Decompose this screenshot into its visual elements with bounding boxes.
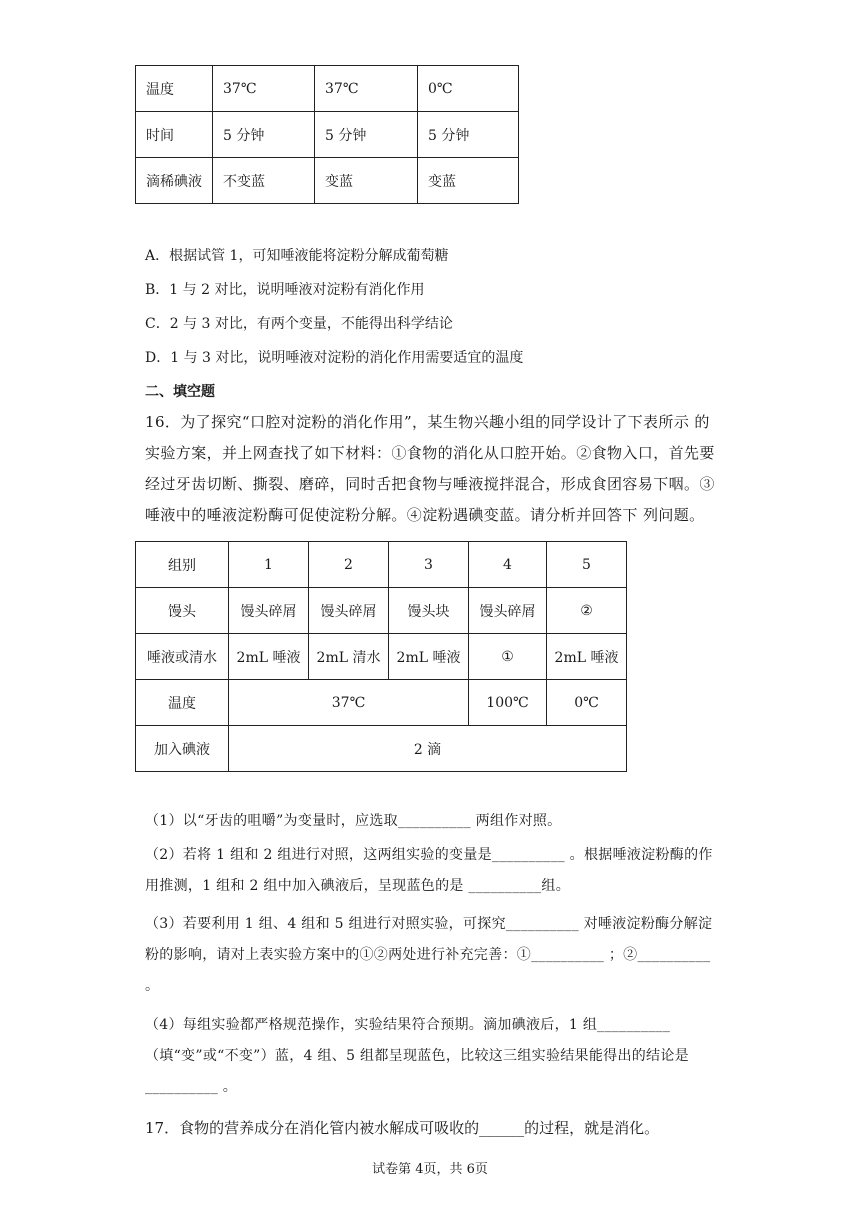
table-cell: 不变蓝 [213, 158, 315, 204]
section-heading: 二、填空题 [145, 384, 215, 400]
table-cell: 馒头碎屑 [469, 588, 547, 634]
question-16-sub-2: （2）若将 1 组和 2 组进行对照，这两组实验的变量是__________ 。根据唾液淀粉酶的作用推测，1 组和 2 组中加入碘液后，呈现蓝色的是 __________组。 [145, 847, 713, 894]
option-a: A．根据试管 1，可知唾液能将淀粉分解成葡萄糖 [145, 248, 449, 264]
table-cell: ① [469, 634, 547, 680]
table-cell: 37℃ [229, 680, 469, 726]
question-16-intro: 16．为了探究“口腔对淀粉的消化作用”，某生物兴趣小组的同学设计了下表所示 的实验方案，并上网查找了如下材料：①食物的消化从口腔开始。②食物入口，首先要经过牙齿切断、撕裂、磨碎，同时舌把食物与唾液搅拌混合，形成食团容易下咽。③唾液中的唾液淀粉酶可促使淀粉分解。④淀粉遇碘变蓝。请分析并回答下 列问题。 [145, 413, 715, 524]
table-cell: 0℃ [547, 680, 627, 726]
table-row [136, 66, 519, 112]
table-cell: 5 分钟 [213, 112, 315, 158]
table-cell: 1 [229, 542, 309, 588]
table-cell: ② [547, 588, 627, 634]
table-row [136, 634, 627, 680]
table-cell: 2mL 唾液 [229, 634, 309, 680]
table-row [136, 588, 627, 634]
table-cell: 温度 [136, 66, 213, 112]
question-16-sub-3: （3）若要利用 1 组、4 组和 5 组进行对照实验，可探究__________ 对唾液淀粉酶分解淀粉的影响，请对上表实验方案中的①②两处进行补充完善：①__________ ；②__________ 。 [145, 916, 713, 994]
page-footer: 试卷第 4页，共 6页 [372, 1162, 488, 1177]
table-cell: 变蓝 [418, 158, 519, 204]
option-d: D．1 与 3 对比，说明唾液对淀粉的消化作用需要适宜的温度 [145, 350, 524, 366]
table-cell: 唾液或清水 [136, 634, 229, 680]
table-cell: 37℃ [213, 66, 315, 112]
table-row [136, 158, 519, 204]
table-cell: 3 [389, 542, 469, 588]
option-c: C．2 与 3 对比，有两个变量，不能得出科学结论 [145, 316, 453, 332]
table-cell: 加入碘液 [136, 726, 229, 772]
table-row [136, 542, 627, 588]
question-16-sub-4: （4）每组实验都严格规范操作，实验结果符合预期。滴加碘液后，1 组__________ （填“变”或“不变”）蓝，4 组、5 组都呈现蓝色，比较这三组实验结果能得出的结论是__________ 。 [145, 1017, 689, 1095]
table-cell: 4 [469, 542, 547, 588]
question-16-sub-1: （1）以“牙齿的咀嚼”为变量时，应选取__________ 两组作对照。 [145, 813, 562, 829]
table-cell: 2mL 唾液 [389, 634, 469, 680]
table-cell: 组别 [136, 542, 229, 588]
table-cell: 馒头 [136, 588, 229, 634]
experiment-result-table [135, 65, 519, 204]
table-cell: 2mL 清水 [309, 634, 389, 680]
table-cell: 2 [309, 542, 389, 588]
table-cell: 馒头碎屑 [229, 588, 309, 634]
table-row [136, 112, 519, 158]
table-cell: 5 [547, 542, 627, 588]
table-row [136, 680, 627, 726]
table-cell: 馒头块 [389, 588, 469, 634]
table-cell: 馒头碎屑 [309, 588, 389, 634]
option-b: B．1 与 2 对比，说明唾液对淀粉有消化作用 [145, 282, 425, 298]
table-cell: 2mL 唾液 [547, 634, 627, 680]
table-cell: 5 分钟 [315, 112, 418, 158]
table-cell: 滴稀碘液 [136, 158, 213, 204]
table-cell: 温度 [136, 680, 229, 726]
table-cell: 37℃ [315, 66, 418, 112]
table-cell: 5 分钟 [418, 112, 519, 158]
table-cell: 0℃ [418, 66, 519, 112]
table-cell: 变蓝 [315, 158, 418, 204]
question-17: 17．食物的营养成分在消化管内被水解成可吸收的______的过程，就是消化。 [145, 1119, 660, 1137]
table-cell: 100℃ [469, 680, 547, 726]
table-cell: 2 滴 [229, 726, 627, 772]
experiment-design-table [135, 541, 627, 772]
table-cell: 时间 [136, 112, 213, 158]
table-row [136, 726, 627, 772]
